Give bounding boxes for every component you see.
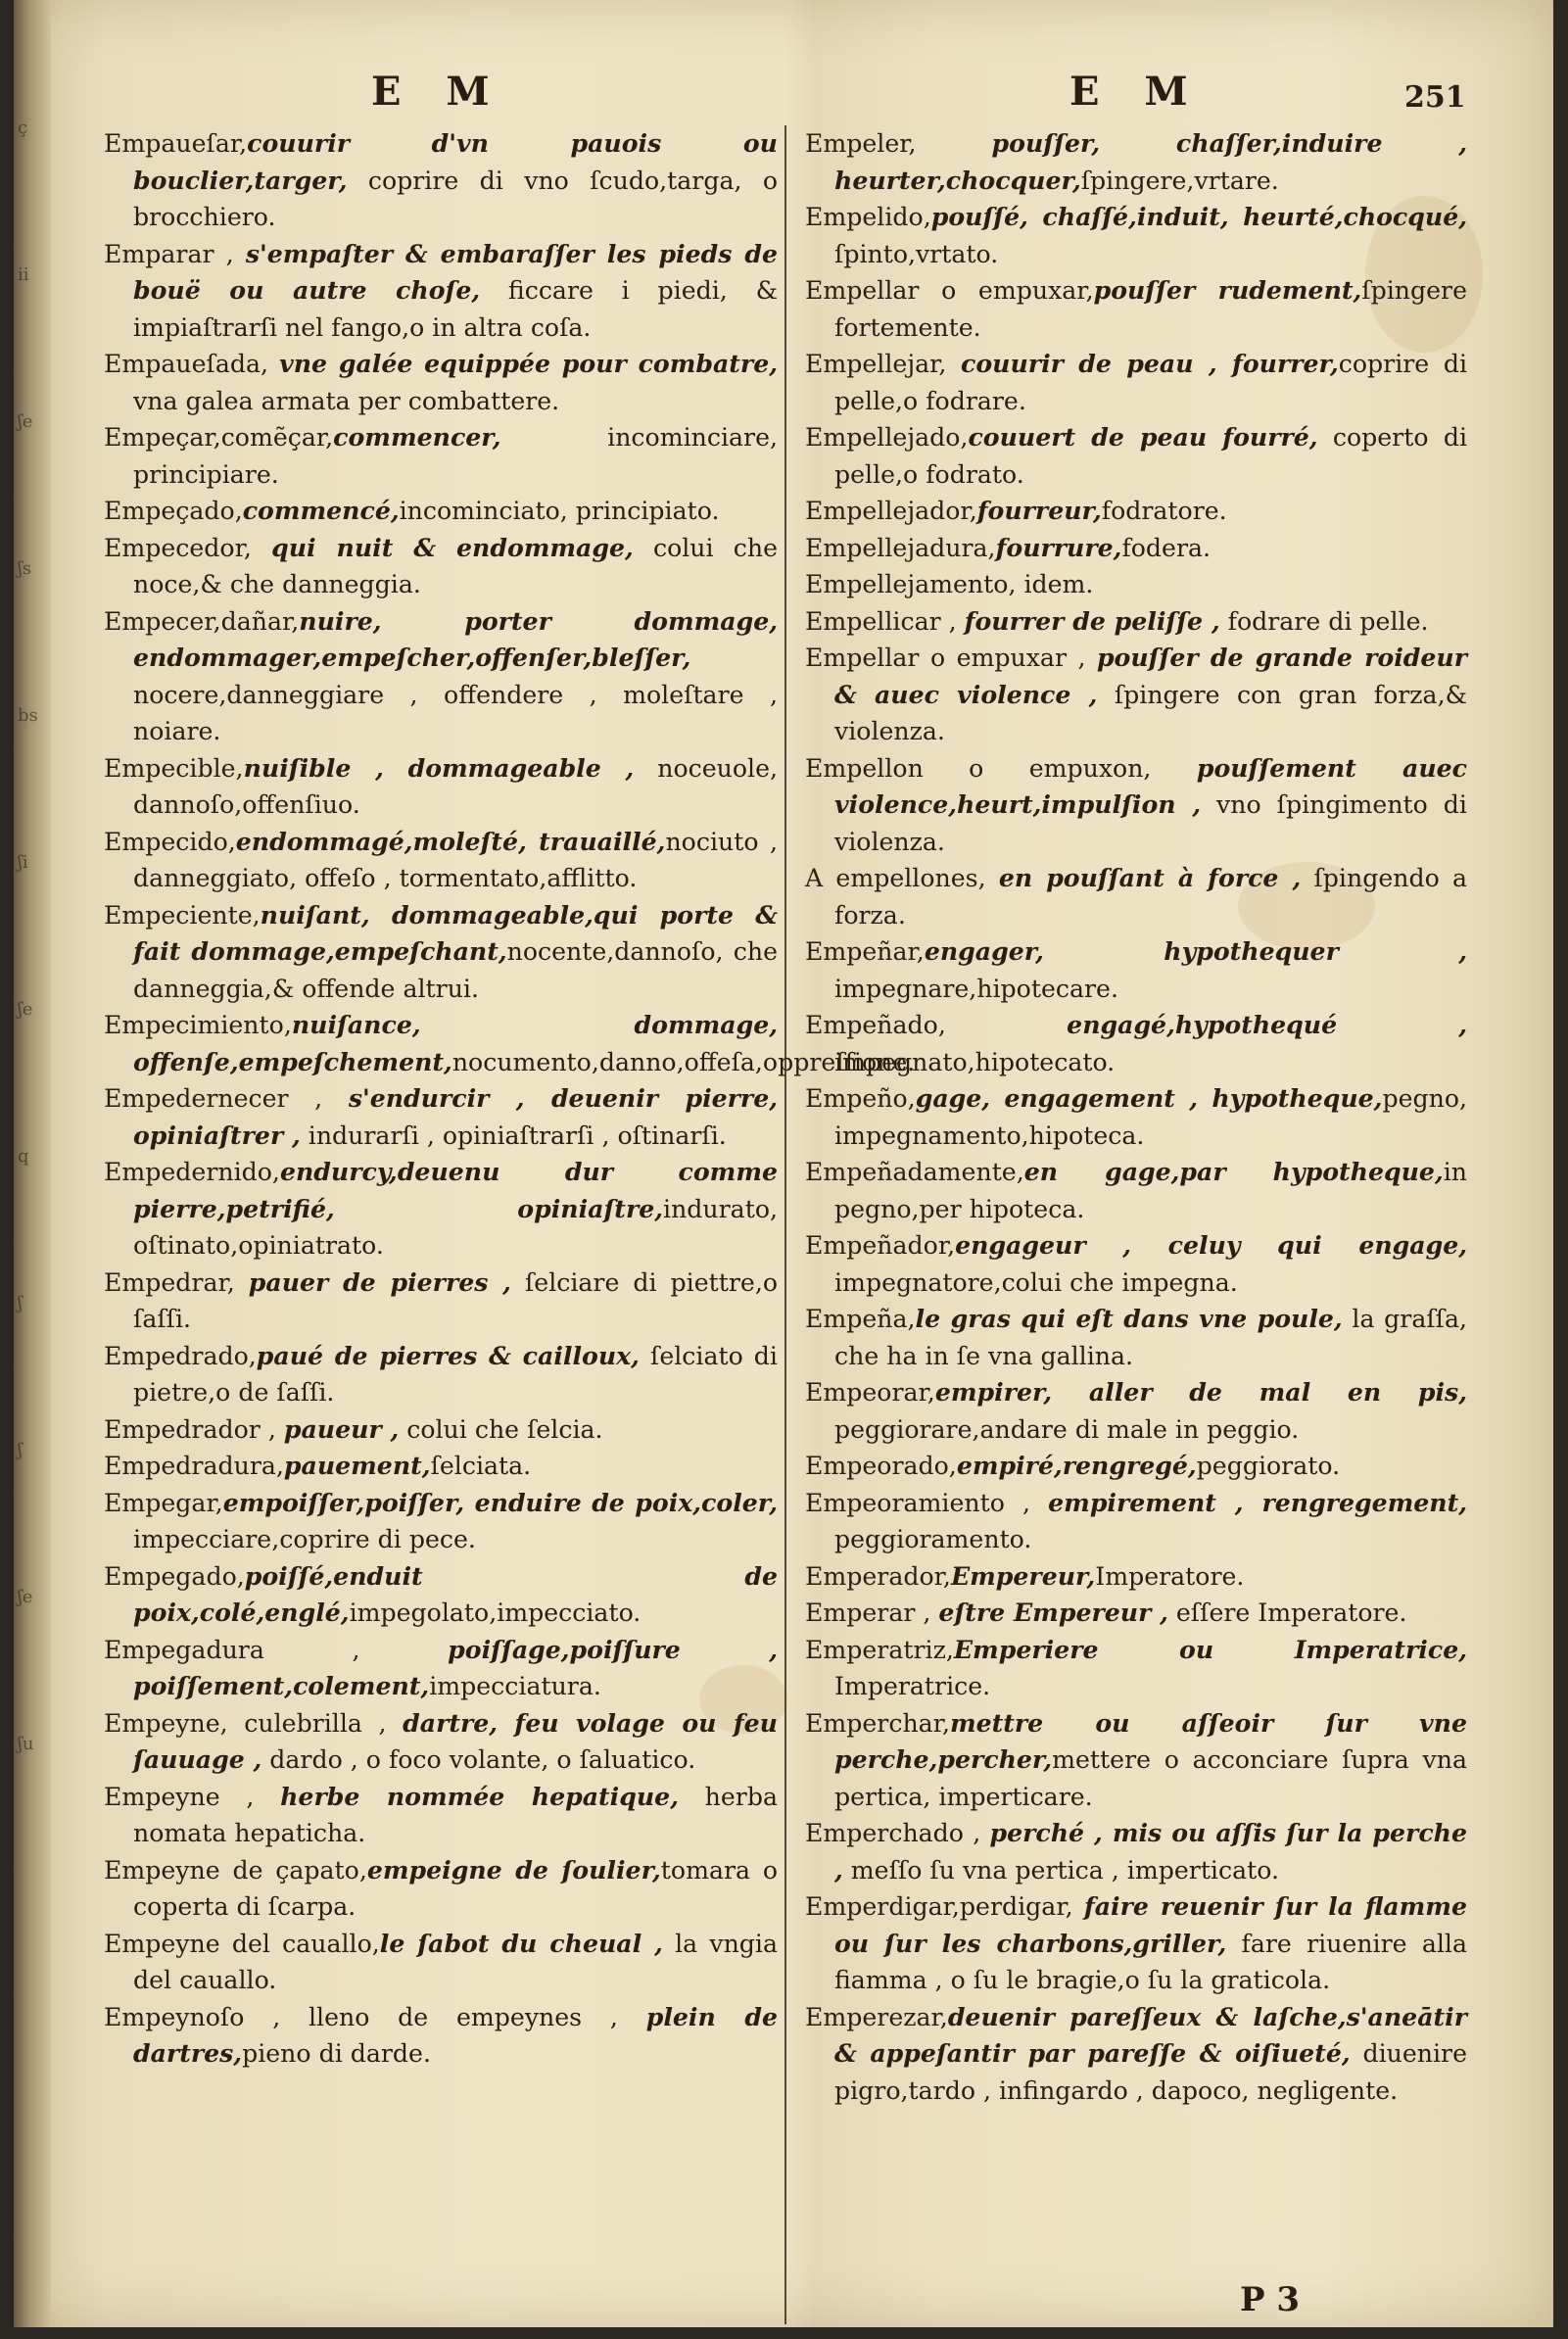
left-running-head: E M — [371, 69, 505, 115]
entry-headword: Empellar o empuxar , — [805, 644, 1097, 672]
entry-headword: Empedradura, — [104, 1452, 284, 1480]
entry-italian-gloss: ſelciato di pietre,o de ſaſſi. — [133, 1341, 778, 1407]
entry-italian-gloss: mettere o acconciare ſupra vna pertica, imperticare. — [834, 1745, 1467, 1811]
dictionary-entry — [104, 1705, 778, 1779]
entry-headword: Empellejado, — [805, 423, 969, 452]
dictionary-entry — [805, 1301, 1467, 1374]
entry-headword: Empeñar, — [805, 937, 925, 966]
dictionary-entry — [104, 750, 778, 824]
dictionary-entry — [805, 1888, 1467, 1999]
entry-french-gloss: s'endurcir , deuenir pierre, opiniaſtrer , — [133, 1083, 778, 1150]
entry-french-gloss: en pouſſant à force , — [998, 863, 1302, 892]
dictionary-entry — [805, 530, 1467, 567]
dictionary-entry — [805, 933, 1467, 1007]
entry-headword: Empeçado, — [104, 497, 243, 525]
dictionary-entry — [805, 603, 1467, 641]
entry-headword: Empellicar , — [805, 606, 965, 636]
entry-headword: Empellar o empuxar, — [805, 276, 1094, 305]
margin-mark: ʃ — [18, 1440, 23, 1460]
entry-headword: Empedernido, — [104, 1158, 280, 1186]
entry-french-gloss: nuiſible , dommageable , — [243, 752, 635, 783]
dictionary-entry — [805, 272, 1467, 346]
entry-french-gloss: endommagé,moleſté, trauaillé, — [235, 826, 666, 856]
entry-italian-gloss: fodrare di pelle. — [1219, 606, 1429, 636]
entry-italian-gloss: nocere,danneggiare , offendere , moleſtare , noiare. — [133, 680, 778, 745]
dictionary-entry — [104, 897, 778, 1008]
dictionary-entry — [104, 1154, 778, 1265]
entry-headword: Empegado, — [104, 1561, 245, 1591]
entry-french-gloss: engageur , celuy qui engage, — [955, 1230, 1467, 1260]
entry-italian-gloss: ſpingere,vrtare. — [1080, 166, 1279, 195]
entry-italian-gloss: fare riuenire alla fiamma , o ſu le bragie,o ſu la graticola. — [834, 1929, 1467, 1994]
entry-french-gloss: en gage,par hypotheque, — [1023, 1157, 1444, 1186]
entry-headword: Empelido, — [805, 203, 931, 231]
entry-headword: Empeoramiento , — [805, 1488, 1049, 1517]
entry-headword: Emperezar, — [805, 2002, 948, 2031]
dictionary-entry — [805, 1595, 1467, 1632]
entry-italian-gloss: peggioramento. — [834, 1525, 1032, 1553]
dictionary-entry — [104, 603, 778, 750]
entry-french-gloss: empoiſſer,poiſſer, enduire de poix,coler, — [222, 1487, 778, 1517]
entry-headword: Empeorar, — [805, 1378, 935, 1407]
dictionary-entry — [805, 1815, 1467, 1888]
entry-italian-gloss: pieno di darde. — [242, 2039, 431, 2068]
entry-headword: A empellones, — [805, 864, 999, 892]
dictionary-entry — [104, 1558, 778, 1632]
entry-headword: Empedrado, — [104, 1341, 257, 1370]
entry-headword: Empegadura , — [104, 1635, 449, 1664]
right-column — [805, 125, 1467, 2319]
dictionary-entry — [104, 1080, 778, 1154]
entry-italian-gloss: nocumento,danno,offeſa,oppreſſione. — [451, 1047, 916, 1076]
entry-italian-gloss: ficcare i piedi, & impiaſtrarſi nel fango,o in altra coſa. — [133, 276, 778, 342]
margin-mark: ʃe — [18, 999, 33, 1020]
entry-italian-gloss: impegnato,hipotecato. — [834, 1047, 1116, 1076]
entry-french-gloss: gage, engagement , hypotheque, — [915, 1083, 1383, 1113]
entry-french-gloss: nuiſant, dommageable,qui porte & fait dommage,empeſchant, — [133, 899, 778, 966]
entry-italian-gloss: vno ſpingimento di violenza. — [834, 790, 1467, 856]
entry-french-gloss: vne galée equippée pour combatre, — [279, 349, 778, 378]
dictionary-entry — [104, 1338, 778, 1411]
entry-headword: Empecimiento, — [104, 1011, 292, 1039]
dictionary-entry — [805, 1632, 1467, 1705]
dictionary-entry — [805, 1485, 1467, 1558]
entry-french-gloss: empeigne de ſoulier, — [366, 1854, 661, 1885]
entry-headword: Emperchado , — [805, 1819, 990, 1847]
entry-italian-gloss: ſpinto,vrtato. — [834, 239, 999, 268]
dictionary-entry — [104, 1632, 778, 1705]
margin-mark: ç — [18, 118, 28, 138]
entry-italian-gloss: nocente,dannoſo, che danneggia,& offende altrui. — [133, 937, 779, 1003]
entry-italian-gloss: coperto di pelle,o fodrato. — [834, 423, 1467, 489]
entry-italian-gloss: peggiorato. — [1196, 1452, 1341, 1480]
entry-headword: Empeña, — [805, 1305, 916, 1333]
entry-french-gloss: pouſſer de grande roideur & auec violence , — [834, 643, 1467, 709]
dictionary-entry — [104, 125, 778, 236]
entry-headword: Empecible, — [104, 753, 244, 783]
entry-italian-gloss: in pegno,per hipoteca. — [834, 1158, 1467, 1223]
entry-italian-gloss: impegolato,impecciato. — [349, 1599, 641, 1627]
dictionary-entry — [805, 1080, 1467, 1154]
entry-headword: Empeorado, — [805, 1452, 957, 1480]
entry-italian-gloss: eſſere Imperatore. — [1167, 1599, 1407, 1627]
entry-headword: Empeñado, — [805, 1011, 1068, 1039]
entry-headword: Empeçar,comẽçar, — [104, 423, 334, 452]
right-running-head: E M — [1069, 69, 1204, 115]
entry-headword: Empellejador, — [805, 497, 977, 525]
entry-italian-gloss: ſpingendo a forza. — [834, 864, 1468, 930]
entry-french-gloss: faire reuenir ſur la flamme ou ſur les charbons,griller, — [834, 1891, 1467, 1958]
entry-headword: Empecido, — [104, 827, 236, 856]
entry-headword: Empeyne de çapato, — [104, 1855, 367, 1885]
entry-italian-gloss: fodratore. — [1101, 497, 1227, 525]
entry-headword: Empeyne , — [104, 1782, 281, 1811]
entry-french-gloss: fourrure, — [995, 532, 1122, 562]
entry-italian-gloss: incominciare, principiare. — [133, 423, 778, 489]
entry-french-gloss: pouſſer, chaſſer,induire , heurter,chocquer, — [834, 128, 1467, 195]
margin-mark: ii — [18, 264, 29, 285]
entry-italian-gloss: impegnare,hipotecare. — [834, 974, 1118, 1003]
entry-italian-gloss: tomara o coperta di ſcarpa. — [133, 1855, 778, 1921]
entry-italian-gloss: nociuto , danneggiato, offeſo , tormentato,afflitto. — [133, 827, 778, 892]
margin-mark: ʃi — [18, 852, 28, 873]
dictionary-entry — [805, 199, 1467, 272]
entry-french-gloss: commencé, — [242, 496, 400, 525]
entry-french-gloss: pauement, — [283, 1451, 431, 1480]
entry-french-gloss: fourreur, — [976, 496, 1102, 525]
entry-headword: Empedernecer , — [104, 1084, 349, 1113]
entry-french-gloss: Emperiere ou Imperatrice, — [953, 1634, 1467, 1664]
entry-french-gloss: le gras qui eſt dans vne poule, — [915, 1304, 1343, 1333]
entry-italian-gloss: fodera. — [1121, 533, 1212, 562]
entry-french-gloss: poiſſage,poiſſure , poiſſement,colement, — [133, 1634, 778, 1700]
entry-headword: Empeñadamente, — [805, 1158, 1024, 1186]
dictionary-entry — [104, 1411, 778, 1449]
dictionary-entry — [104, 1007, 916, 1080]
entry-italian-gloss: colui che ſelcia. — [399, 1414, 603, 1444]
dictionary-entry — [104, 824, 778, 897]
entry-headword: Empeño, — [805, 1084, 916, 1113]
entry-french-gloss: engager, hypothequer , — [924, 936, 1467, 966]
entry-italian-gloss: impecciatura. — [429, 1672, 601, 1700]
entry-headword: Empecedor, — [104, 533, 272, 562]
entry-french-gloss: eſtre Empereur , — [938, 1598, 1168, 1627]
entry-french-gloss: empirer, aller de mal en pis, — [934, 1377, 1467, 1407]
dictionary-entry — [805, 493, 1467, 530]
margin-mark: bs — [18, 705, 38, 726]
entry-headword: Emperador, — [805, 1561, 951, 1591]
entry-french-gloss: paué de pierres & cailloux, — [256, 1340, 640, 1370]
dictionary-entry — [104, 1485, 778, 1558]
entry-italian-gloss: ſelciare di piettre,o ſaſſi. — [133, 1267, 779, 1333]
entry-headword: Emperatriz, — [805, 1635, 954, 1664]
entry-french-gloss: empiré,rengregé, — [956, 1451, 1197, 1480]
dictionary-entry — [104, 1448, 778, 1485]
dictionary-entry — [805, 1374, 1467, 1448]
entry-italian-gloss: herba nomata hepaticha. — [133, 1782, 778, 1847]
dictionary-entry — [104, 1779, 778, 1852]
signature-mark: P 3 — [1240, 2280, 1301, 2319]
entry-italian-gloss: impecciare,coprire di pece. — [133, 1525, 476, 1553]
dictionary-page — [14, 0, 1553, 2327]
entry-french-gloss: paueur , — [283, 1413, 400, 1444]
dictionary-entry — [805, 1705, 1467, 1816]
entry-italian-gloss: Imperatore. — [1095, 1561, 1245, 1591]
dictionary-entry — [104, 419, 778, 493]
dictionary-entry — [805, 1154, 1467, 1227]
entry-headword: Emperdigar,perdigar, — [805, 1892, 1084, 1921]
dictionary-entry — [805, 640, 1467, 750]
dictionary-entry — [805, 1448, 1467, 1485]
entry-headword: Empeynoſo , lleno de empeynes , — [104, 2002, 646, 2031]
dictionary-entry — [104, 236, 778, 347]
entry-french-gloss: pouſſement auec violence,heurt,impulſion , — [834, 752, 1468, 819]
entry-italian-gloss: la graſſa, che ha in ſe vna gallina. — [834, 1305, 1467, 1370]
entry-headword: Empellon o empuxon, — [805, 753, 1197, 783]
dictionary-entry — [805, 750, 1467, 861]
entry-italian-gloss: ſelciata. — [430, 1452, 532, 1480]
dictionary-entry — [805, 419, 1467, 493]
entry-headword: Empecer,dañar, — [104, 606, 300, 636]
entry-french-gloss: herbe nommée hepatique, — [280, 1781, 679, 1811]
entry-french-gloss: couurir de peau , fourrer, — [961, 349, 1339, 378]
dictionary-entry — [805, 1007, 1467, 1080]
margin-mark: ʃ — [18, 1293, 23, 1313]
entry-french-gloss: poiſſé,enduit de poix,colé,englé, — [133, 1560, 778, 1627]
entry-italian-gloss: coprire di vno ſcudo,targa, o brocchiero. — [133, 166, 778, 231]
entry-italian-gloss: indurarſi , opiniaſtrarſi , oſtinarſi. — [300, 1121, 727, 1150]
margin-mark: ʃs — [18, 558, 32, 579]
entry-french-gloss: qui nuit & endommage, — [271, 532, 634, 562]
entry-headword: Emperar , — [805, 1599, 939, 1627]
page-number: 251 — [1404, 80, 1466, 115]
entry-headword: Empellejamento, idem. — [805, 570, 1094, 598]
entry-headword: Empeciente, — [104, 900, 261, 930]
entry-french-gloss: nuire, porter dommage, endommager,empeſcher,offenſer,bleſſer, — [133, 605, 778, 672]
entry-italian-gloss: incominciato, principiato. — [399, 497, 720, 525]
entry-headword: Empaueſada, — [104, 350, 280, 378]
dictionary-entry — [805, 1999, 1467, 2110]
entry-headword: Empellejar, — [805, 350, 962, 378]
entry-italian-gloss: colui che noce,& che danneggia. — [133, 533, 778, 598]
entry-italian-gloss: coprire di pelle,o fodrare. — [834, 350, 1468, 415]
entry-french-gloss: le ſabot du cheual , — [379, 1928, 663, 1958]
entry-headword: Empedrar, — [104, 1267, 249, 1297]
entry-french-gloss: s'empaſter & embaraſſer les pieds de bouë ou autre choſe, — [133, 238, 778, 305]
dictionary-entry — [104, 1926, 778, 1999]
entry-italian-gloss: vna galea armata per combattere. — [133, 386, 560, 415]
entry-italian-gloss: ſpingere con gran forza,& violenza. — [834, 680, 1467, 745]
entry-headword: Empellejadura, — [805, 533, 996, 562]
entry-headword: Empeler, — [805, 129, 992, 158]
entry-italian-gloss: ſpingere fortemente. — [834, 276, 1467, 342]
entry-headword: Empeyne, culebrilla , — [104, 1708, 404, 1738]
entry-headword: Empeyne del cauallo, — [104, 1929, 380, 1958]
entry-french-gloss: endurcy,deuenu dur comme pierre,petrifié, opiniaſtre, — [133, 1157, 778, 1223]
dictionary-entry — [104, 1265, 778, 1338]
entry-headword: Emperchar, — [805, 1708, 950, 1738]
column-divider — [784, 125, 786, 2324]
entry-italian-gloss: pegno, impegnamento,hipoteca. — [834, 1084, 1467, 1150]
dictionary-entry — [104, 493, 778, 530]
entry-french-gloss: dartre, feu volage ou feu ſauuage , — [133, 1707, 778, 1774]
entry-italian-gloss: diuenire pigro,tardo , infingardo , dapoco, negligente. — [834, 2039, 1467, 2105]
dictionary-entry — [805, 566, 1467, 603]
entry-italian-gloss: impegnatore,colui che impegna. — [834, 1267, 1238, 1297]
entry-italian-gloss: meſſo ſu vna pertica , imperticato. — [842, 1855, 1279, 1885]
entry-headword: Empegar, — [104, 1488, 223, 1517]
entry-french-gloss: engagé,hypothequé , — [1067, 1010, 1467, 1039]
entry-headword: Empaueſar, — [104, 129, 248, 158]
entry-french-gloss: pauer de pierres , — [248, 1266, 511, 1297]
dictionary-entry — [805, 1227, 1467, 1301]
entry-french-gloss: couurir d'vn pauois ou bouclier,targer, — [133, 128, 778, 195]
entry-italian-gloss: Imperatrice. — [834, 1672, 991, 1700]
entry-french-gloss: Empereur, — [950, 1560, 1096, 1591]
entry-headword: Emparar , — [104, 239, 246, 268]
margin-mark: ʃe — [18, 1587, 33, 1607]
entry-french-gloss: plein de dartres, — [133, 2001, 778, 2068]
entry-italian-gloss: la vngia del cauallo. — [133, 1929, 778, 1994]
entry-french-gloss: empirement , rengregement, — [1048, 1487, 1467, 1517]
entry-french-gloss: mettre ou aſſeoir ſur vne perche,percher, — [834, 1707, 1467, 1774]
margin-mark: ʃe — [18, 411, 33, 432]
entry-french-gloss: couuert de peau fourré, — [968, 422, 1318, 452]
entry-italian-gloss: dardo , o foco volante, o ſaluatico. — [261, 1745, 696, 1774]
entry-headword: Empedrador , — [104, 1414, 284, 1444]
dictionary-entry — [104, 1999, 778, 2073]
entry-french-gloss: perché , mis ou aſſis ſur la perche , — [834, 1818, 1467, 1885]
entry-french-gloss: pouſſer rudement, — [1093, 275, 1362, 305]
entry-italian-gloss: indurato, oſtinato,opiniatrato. — [133, 1194, 778, 1260]
entry-french-gloss: deuenir pareſſeux & laſche,s'aneātir & appeſantir par pareſſe & oiſiueté, — [834, 2001, 1467, 2068]
entry-headword: Empeñador, — [805, 1231, 956, 1260]
entry-french-gloss: commencer, — [333, 422, 501, 452]
dictionary-entry — [805, 1558, 1467, 1596]
margin-mark: ʃu — [18, 1734, 34, 1754]
dictionary-entry — [805, 860, 1467, 933]
entry-french-gloss: fourrer de peliſſe , — [964, 605, 1220, 636]
dictionary-entry — [104, 530, 778, 603]
entry-french-gloss: pouſſé, chaſſé,induit, heurté,chocqué, — [930, 202, 1467, 231]
dictionary-entry — [104, 346, 778, 419]
entry-french-gloss: nuiſance, dommage, offenſe,empeſchement, — [133, 1010, 778, 1076]
dictionary-entry — [805, 346, 1467, 419]
dictionary-entry — [805, 125, 1467, 199]
entry-italian-gloss: noceuole, dannoſo,offenſiuo. — [133, 753, 778, 819]
entry-italian-gloss: peggiorare,andare di male in peggio. — [834, 1414, 1300, 1444]
margin-mark: q — [18, 1146, 29, 1167]
dictionary-entry — [104, 1852, 778, 1926]
